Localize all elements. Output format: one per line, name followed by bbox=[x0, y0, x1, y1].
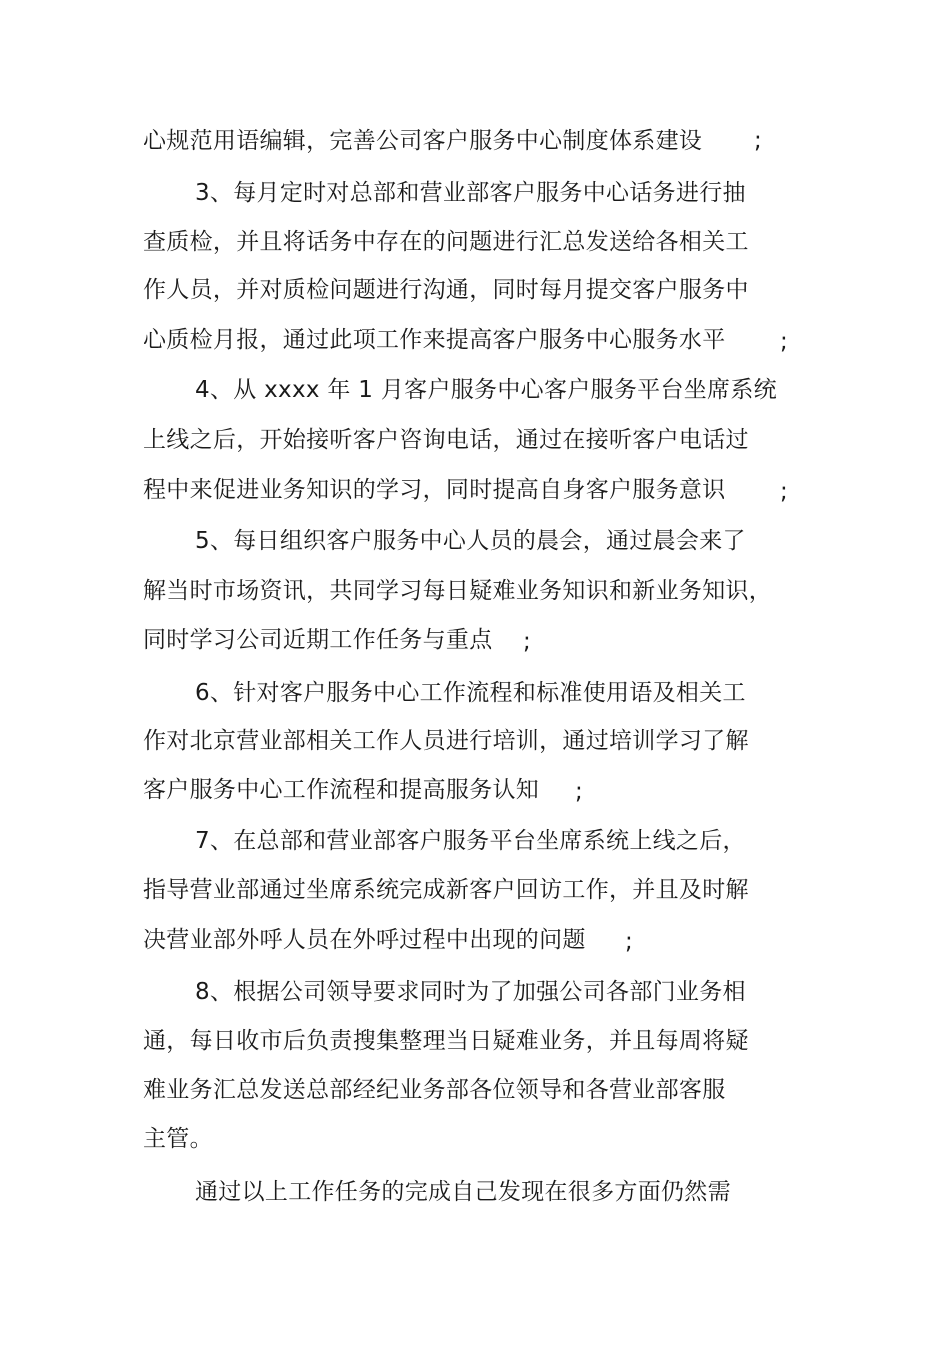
text-line: 上线之后，开始接听客户咨询电话，通过在接听客户电话过 bbox=[143, 427, 749, 453]
text-line: 作对北京营业部相关工作人员进行培训，通过培训学习了解 bbox=[143, 728, 749, 754]
text-line: 作人员，并对质检问题进行沟通，同时每月提交客户服务中 bbox=[143, 277, 749, 303]
text-line: 4、从 xxxx 年 1 月客户服务中心客户服务平台坐席系统 bbox=[195, 377, 777, 403]
text-line: 心质检月报，通过此项工作来提高客户服务中心服务水平 bbox=[143, 327, 726, 353]
text-line: 心规范用语编辑，完善公司客户服务中心制度体系建设 bbox=[143, 128, 703, 154]
semicolon: ; bbox=[523, 629, 531, 655]
text-line: 指导营业部通过坐席系统完成新客户回访工作，并且及时解 bbox=[143, 877, 749, 903]
text-line: 解当时市场资讯，共同学习每日疑难业务知识和新业务知识， bbox=[143, 578, 773, 604]
text-line: 通，每日收市后负责搜集整理当日疑难业务，并且每周将疑 bbox=[143, 1028, 749, 1054]
text-line: 通过以上工作任务的完成自己发现在很多方面仍然需 bbox=[195, 1179, 731, 1205]
semicolon: ; bbox=[780, 329, 788, 355]
text-line: 7、在总部和营业部客户服务平台坐席系统上线之后， bbox=[195, 828, 746, 854]
text-line: 客户服务中心工作流程和提高服务认知 bbox=[143, 777, 540, 803]
text-line: 6、针对客户服务中心工作流程和标准使用语及相关工 bbox=[195, 680, 746, 706]
text-line: 8、根据公司领导要求同时为了加强公司各部门业务相 bbox=[195, 979, 746, 1005]
text-line: 主管。 bbox=[143, 1126, 213, 1152]
semicolon: ; bbox=[625, 929, 633, 955]
semicolon: ; bbox=[780, 479, 788, 505]
semicolon: ; bbox=[754, 128, 762, 154]
text-line: 难业务汇总发送总部经纪业务部各位领导和各营业部客服 bbox=[143, 1077, 726, 1103]
text-line: 同时学习公司近期工作任务与重点 bbox=[143, 627, 493, 653]
text-line: 3、每月定时对总部和营业部客户服务中心话务进行抽 bbox=[195, 180, 746, 206]
text-line: 5、每日组织客户服务中心人员的晨会，通过晨会来了 bbox=[195, 528, 746, 554]
semicolon: ; bbox=[575, 779, 583, 805]
text-line: 决营业部外呼人员在外呼过程中出现的问题 bbox=[143, 927, 586, 953]
text-line: 查质检，并且将话务中存在的问题进行汇总发送给各相关工 bbox=[143, 229, 749, 255]
text-line: 程中来促进业务知识的学习，同时提高自身客户服务意识 bbox=[143, 477, 726, 503]
